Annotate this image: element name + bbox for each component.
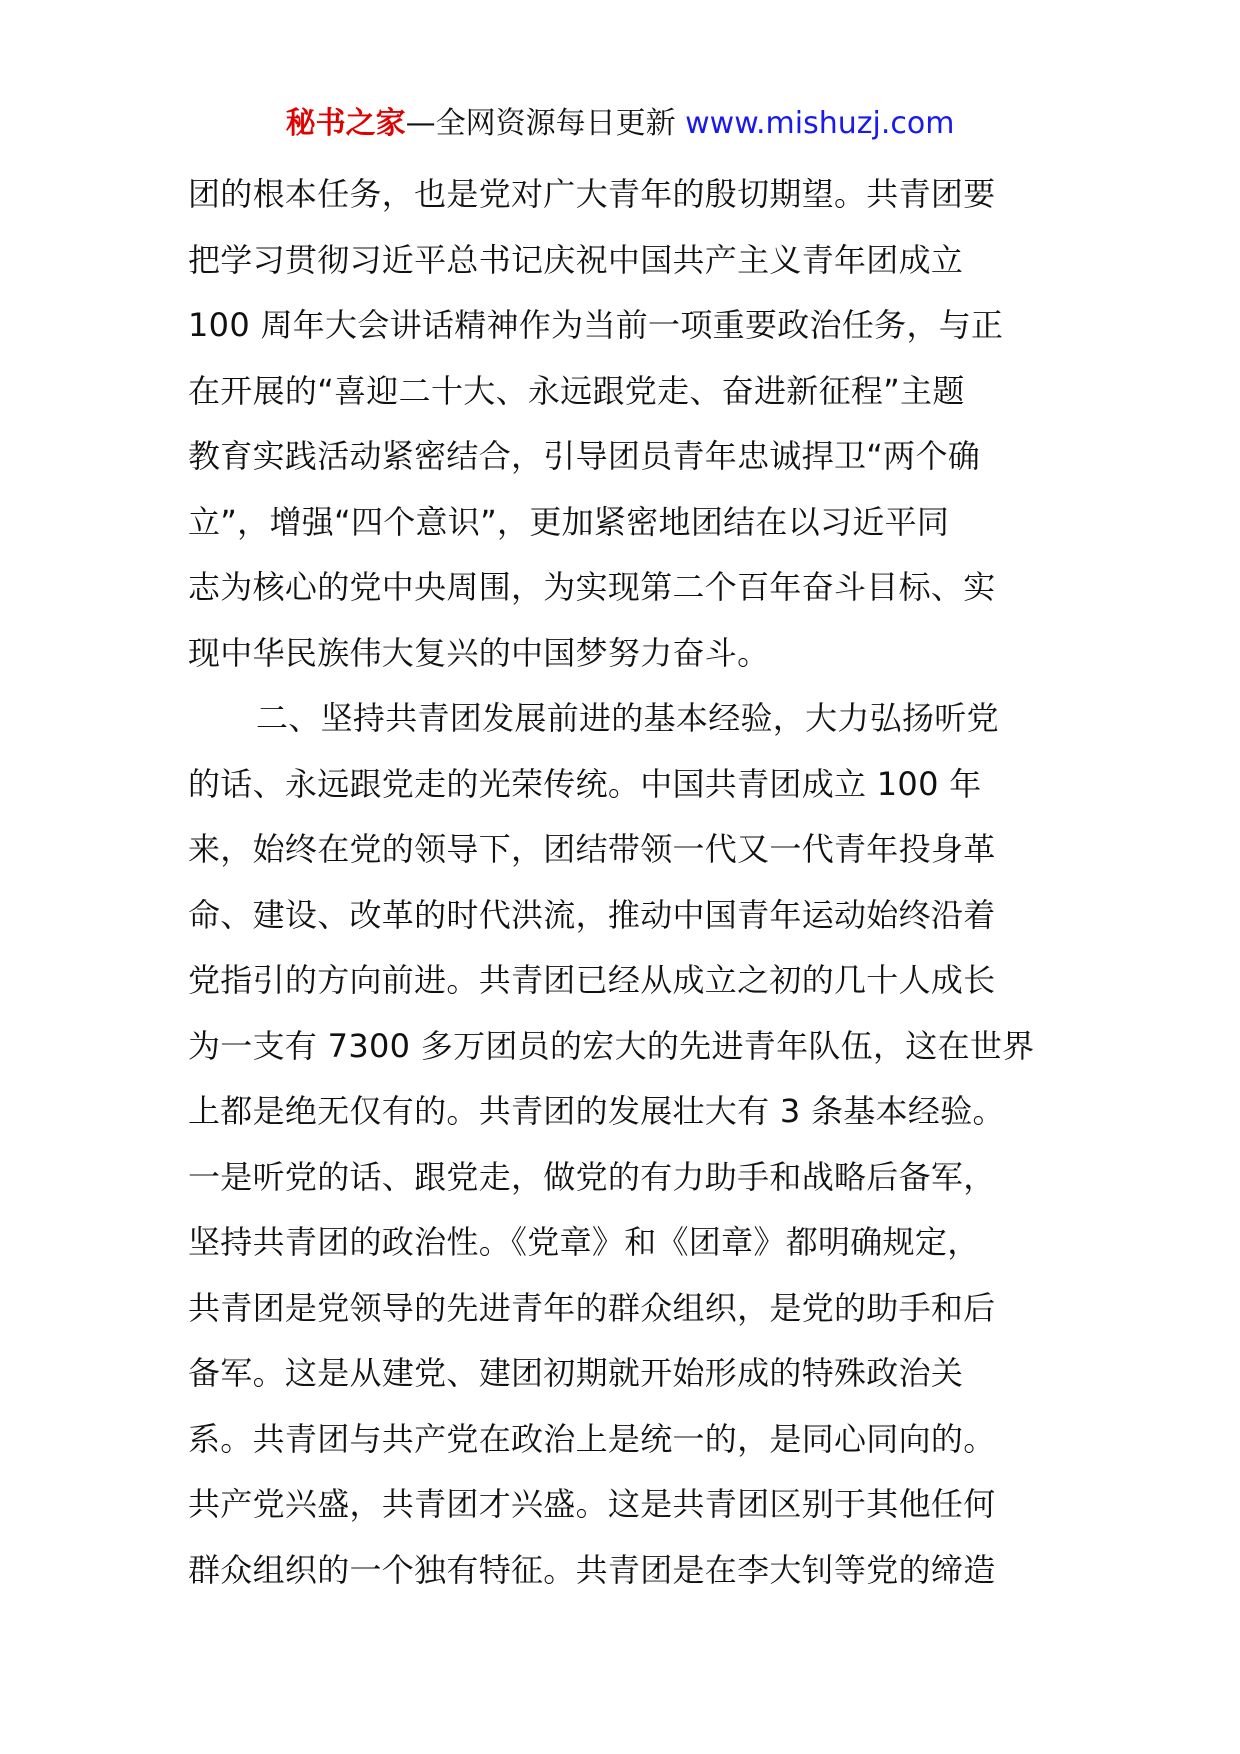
text-line: 党指引的方向前进。共青团已经从成立之初的几十人成长 — [188, 961, 996, 999]
text-line: 的话、永远跟党走的光荣传统。中国共青团成立 100 年 — [188, 764, 982, 803]
text-line: 志为核心的党中央周围，为实现第二个百年奋斗目标、实 — [188, 568, 996, 606]
text-line: 来，始终在党的领导下，团结带领一代又一代青年投身革 — [188, 830, 996, 868]
text-line: 命、建设、改革的时代洪流，推动中国青年运动始终沿着 — [188, 895, 996, 934]
page-header — [0, 104, 1240, 144]
text-line: 共青团是党领导的先进青年的群众组织，是党的助手和后 — [188, 1288, 996, 1327]
text-line: 把学习贯彻习近平总书记庆祝中国共产主义青年团成立 — [188, 240, 964, 279]
text-line: 为一支有 7300 多万团员的宏大的先进青年队伍，这在世界 — [188, 1026, 1035, 1065]
section-heading-line: 二、坚持共青团发展前进的基本经验，大力弘扬听党 — [256, 699, 999, 737]
text-line: 100 周年大会讲话精神作为当前一项重要政治任务，与正 — [188, 306, 1004, 344]
text-line: 在开展的“喜迎二十大、永远跟党走、奋进新征程”主题 — [188, 371, 965, 410]
text-line: 立”，增强“四个意识”，更加紧密地团结在以习近平同 — [188, 502, 950, 541]
text-line: 一是听党的话、跟党走，做党的有力助手和战略后备军， — [188, 1157, 996, 1196]
header-brand: 秘书之家 — [285, 106, 406, 141]
text-line: 现中华民族伟大复兴的中国梦努力奋斗。 — [188, 633, 770, 672]
text-line: 团的根本任务，也是党对广大青年的殷切期望。共青团要 — [188, 175, 996, 213]
text-line: 群众组织的一个独有特征。共青团是在李大钊等党的缔造 — [188, 1550, 996, 1589]
text-line: 系。共青团与共产党在政治上是统一的，是同心同向的。 — [188, 1419, 996, 1458]
text-line: 教育实践活动紧密结合，引导团员青年忠诚捍卫“两个确 — [188, 437, 981, 475]
text-line: 共产党兴盛，共青团才兴盛。这是共青团区别于其他任何 — [188, 1485, 996, 1523]
text-line: 备军。这是从建党、建团初期就开始形成的特殊政治关 — [188, 1354, 964, 1392]
header-url-link[interactable]: www.mishuzj.com — [685, 106, 955, 141]
text-line: 上都是绝无仅有的。共青团的发展壮大有 3 条基本经验。 — [188, 1092, 1005, 1130]
text-line: 坚持共青团的政治性。《党章》和《团章》都明确规定， — [188, 1223, 980, 1261]
header-slogan: —全网资源每日更新 — [405, 106, 676, 141]
document-body — [188, 162, 1063, 1603]
